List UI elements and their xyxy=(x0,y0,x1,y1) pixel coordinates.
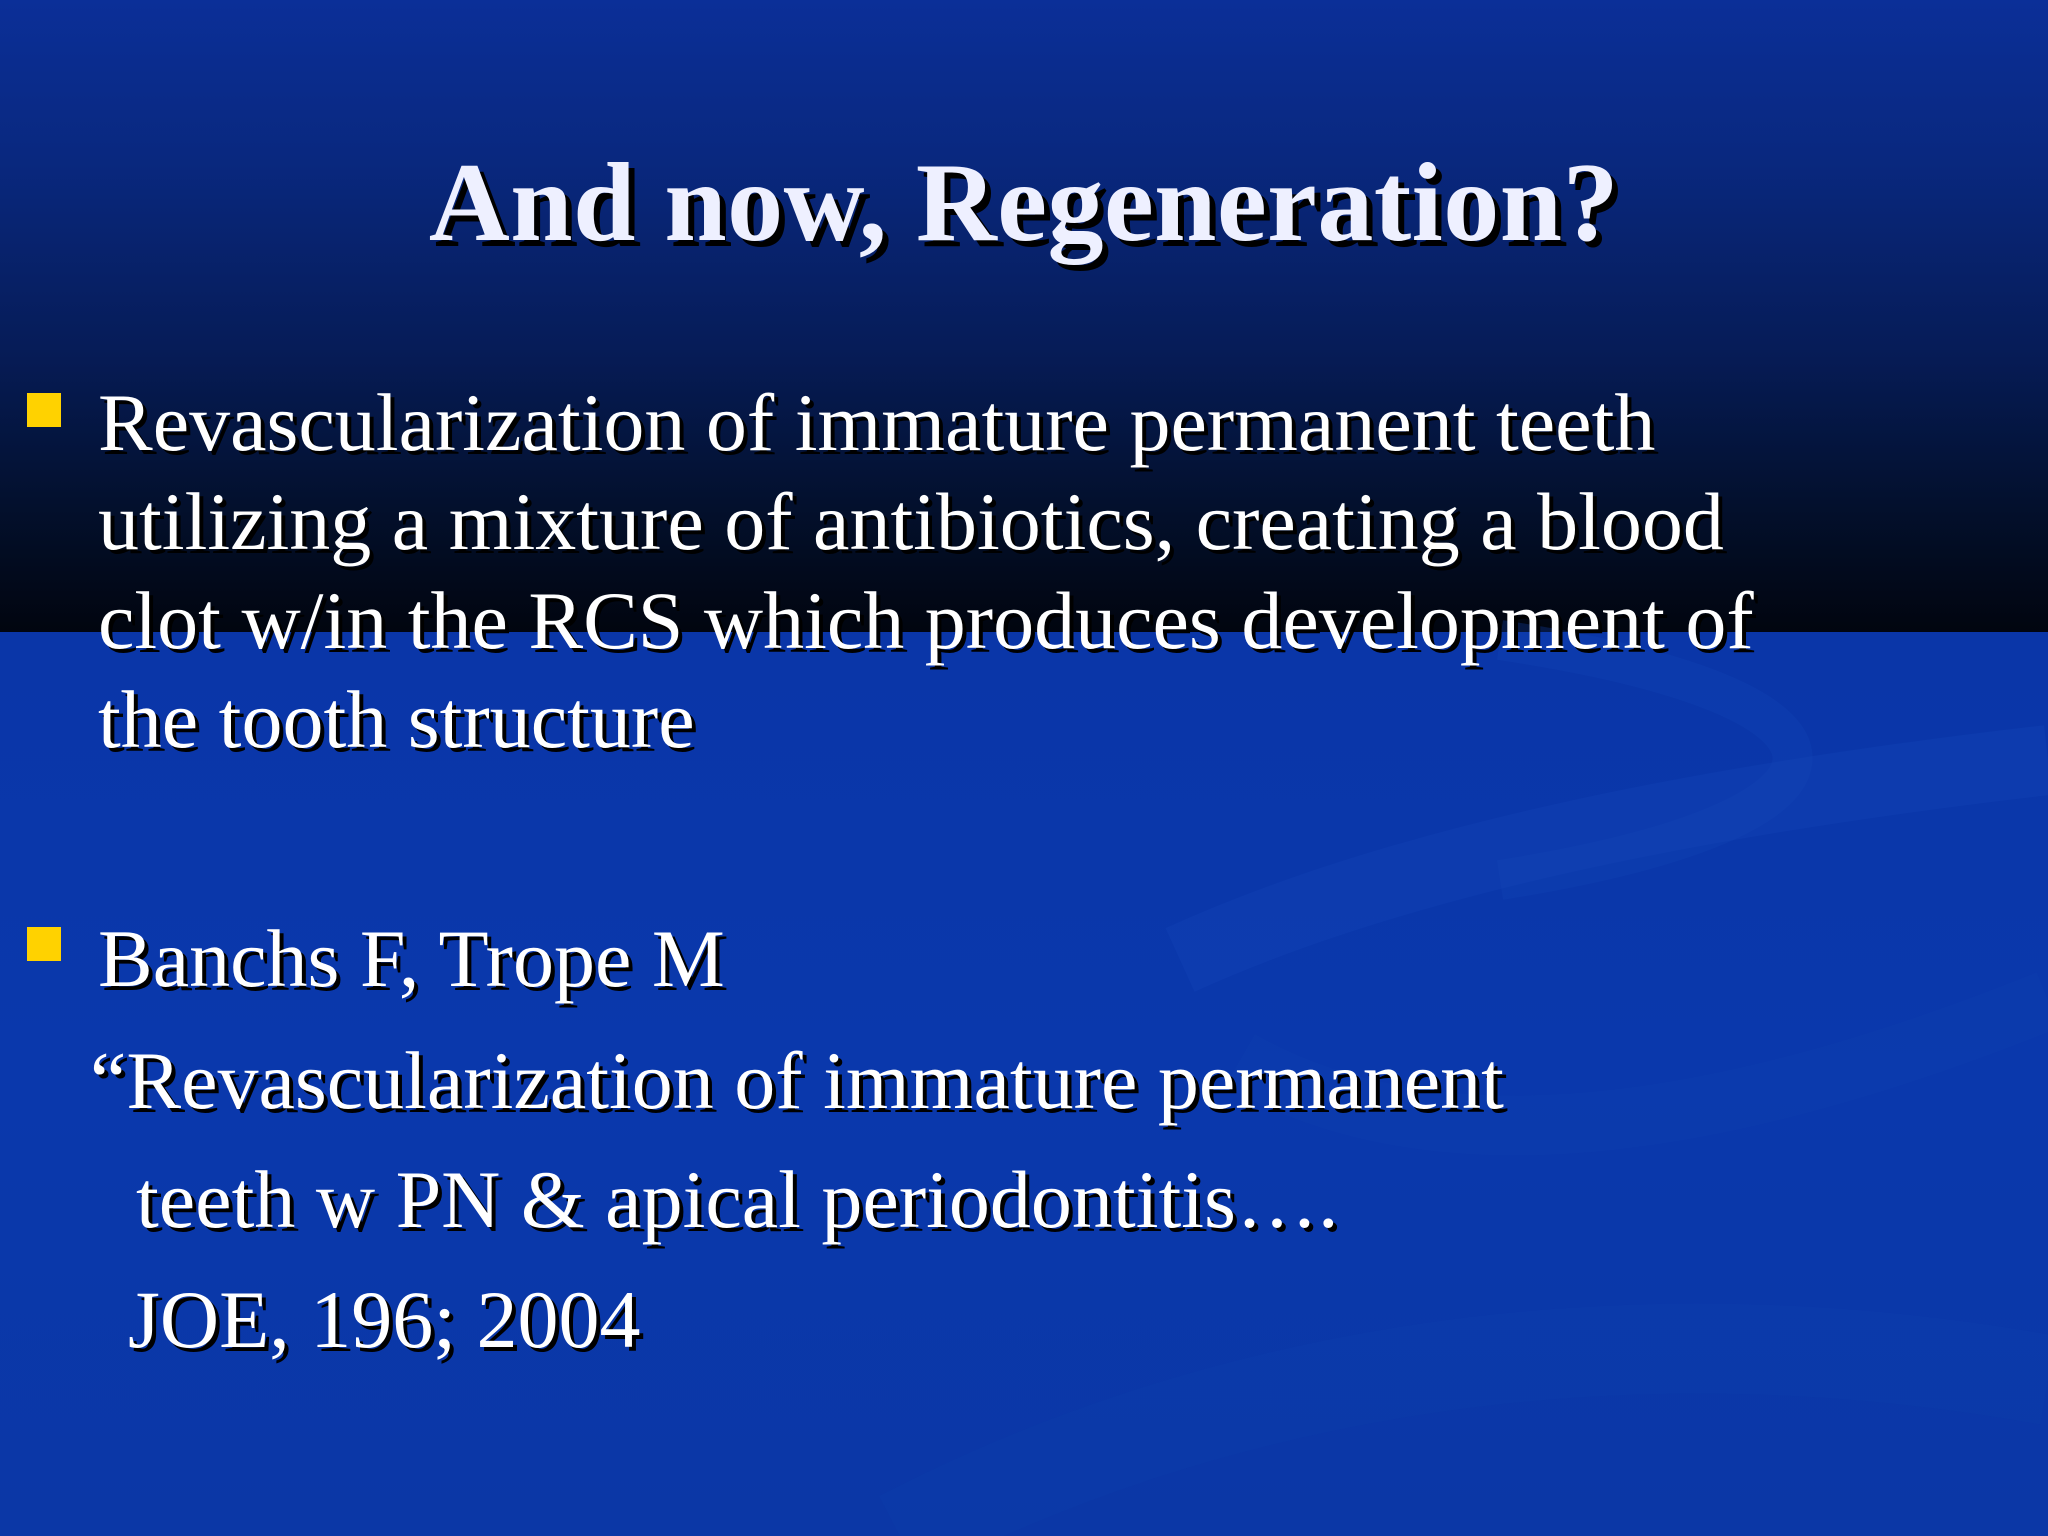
bullet-square-icon xyxy=(27,927,61,961)
citation-line: JOE, 196; 2004 xyxy=(128,1274,641,1365)
bullet-line: clot w/in the RCS which produces development of xyxy=(98,575,1754,666)
bullet-line: utilizing a mixture of antibiotics, creating a blood xyxy=(98,476,1724,567)
bullet-line: Revascularization of immature permanent teeth xyxy=(98,377,1656,468)
bullet-square-icon xyxy=(27,393,61,427)
citation-line: “Revascularization of immature permanent xyxy=(90,1035,1504,1126)
citation-line: teeth w PN & apical periodontitis…. xyxy=(136,1154,1339,1245)
slide-title: And now, Regeneration? xyxy=(428,141,1620,265)
bullet-line: Banchs F, Trope M xyxy=(98,913,725,1004)
bullet-text xyxy=(98,909,725,1008)
bullet-line: the tooth structure xyxy=(98,674,695,765)
bullet-text xyxy=(98,373,1754,769)
